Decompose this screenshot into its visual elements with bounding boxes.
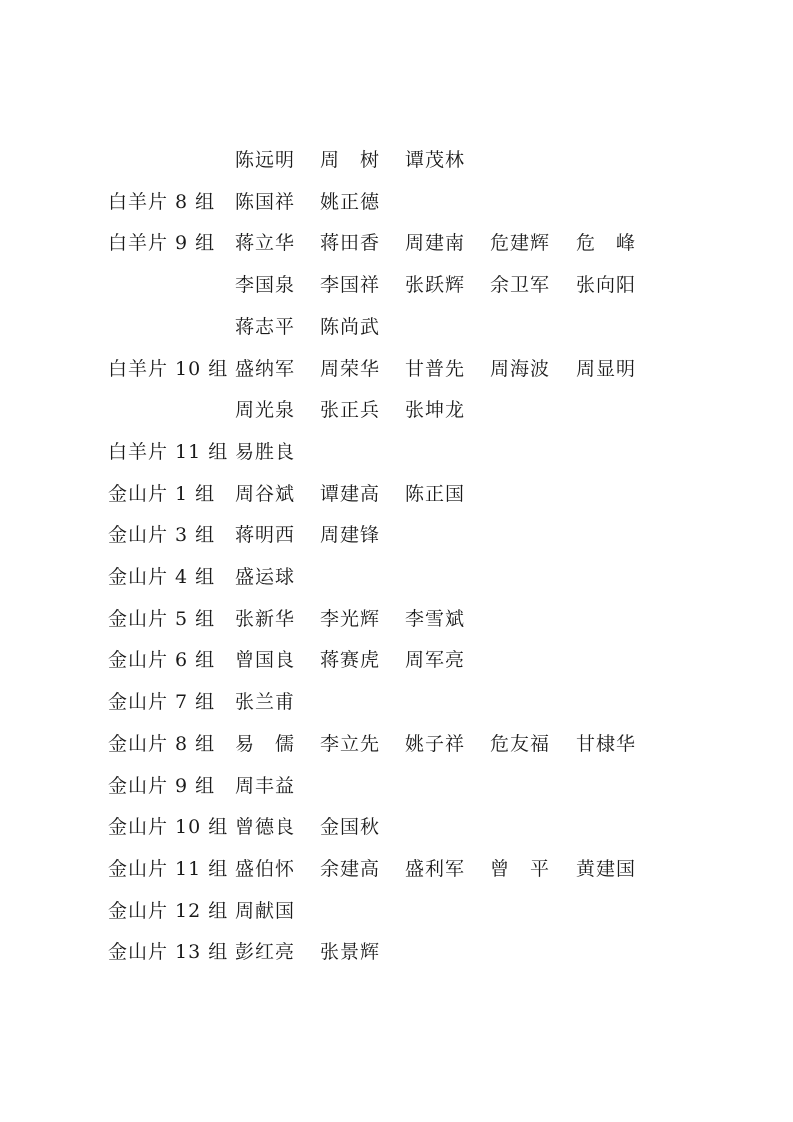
roster-row bbox=[0, 812, 793, 842]
person-name: 周谷斌 bbox=[235, 482, 296, 505]
roster-row bbox=[0, 270, 793, 300]
group-label: 白羊片 8 组 bbox=[108, 190, 216, 213]
person-name: 危建辉 bbox=[490, 232, 551, 255]
person-name: 盛伯怀 bbox=[235, 857, 296, 880]
person-name: 周建锋 bbox=[320, 524, 381, 547]
person-name: 周光泉 bbox=[235, 399, 296, 422]
group-label: 金山片 12 组 bbox=[108, 899, 229, 922]
group-label: 金山片 5 组 bbox=[108, 607, 216, 630]
person-name: 危友福 bbox=[490, 732, 551, 755]
group-label: 金山片 10 组 bbox=[108, 816, 229, 839]
person-name: 蒋赛虎 bbox=[320, 649, 381, 672]
person-name: 陈尚武 bbox=[320, 315, 381, 338]
person-name: 张跃辉 bbox=[405, 274, 466, 297]
roster-row bbox=[0, 645, 793, 675]
person-name: 姚子祥 bbox=[405, 732, 466, 755]
person-name: 李雪斌 bbox=[405, 607, 466, 630]
person-name: 谭茂林 bbox=[405, 149, 466, 171]
group-label: 白羊片 10 组 bbox=[108, 357, 229, 380]
roster-row bbox=[0, 687, 793, 717]
person-name: 黄建国 bbox=[576, 857, 637, 880]
roster-row bbox=[0, 604, 793, 634]
group-label: 白羊片 11 组 bbox=[108, 440, 229, 463]
person-name: 张坤龙 bbox=[405, 399, 466, 422]
person-name: 周丰益 bbox=[235, 774, 296, 797]
roster-row bbox=[0, 228, 793, 258]
person-name: 彭红亮 bbox=[235, 941, 296, 964]
person-name: 李立先 bbox=[320, 732, 381, 755]
person-name: 余建高 bbox=[320, 857, 381, 880]
person-name: 周显明 bbox=[576, 357, 637, 380]
person-name: 余卫军 bbox=[490, 274, 551, 297]
person-name: 张新华 bbox=[235, 607, 296, 630]
person-name: 张向阳 bbox=[576, 274, 637, 297]
person-name: 陈正国 bbox=[405, 482, 466, 505]
person-name: 蒋立华 bbox=[235, 232, 296, 255]
person-name: 陈国祥 bbox=[235, 190, 296, 213]
person-name: 张正兵 bbox=[320, 399, 381, 422]
group-label: 金山片 6 组 bbox=[108, 649, 216, 672]
person-name: 李国泉 bbox=[235, 274, 296, 297]
person-name: 蒋明西 bbox=[235, 524, 296, 547]
group-label: 金山片 1 组 bbox=[108, 482, 216, 505]
person-name: 盛纳军 bbox=[235, 357, 296, 380]
person-name: 陈远明 bbox=[235, 149, 296, 171]
roster-row bbox=[0, 395, 793, 425]
person-name: 盛利军 bbox=[405, 857, 466, 880]
roster-row bbox=[0, 937, 793, 967]
person-name: 甘棣华 bbox=[576, 732, 637, 755]
person-name: 曾德良 bbox=[235, 816, 296, 839]
person-name: 周荣华 bbox=[320, 357, 381, 380]
person-name: 周军亮 bbox=[405, 649, 466, 672]
person-name: 易 儒 bbox=[235, 732, 296, 755]
group-label: 金山片 4 组 bbox=[108, 566, 216, 588]
group-label: 金山片 13 组 bbox=[108, 941, 229, 964]
group-label: 金山片 9 组 bbox=[108, 774, 216, 797]
person-name: 易胜良 bbox=[235, 440, 296, 463]
roster-row bbox=[0, 312, 793, 342]
roster-row bbox=[0, 145, 793, 175]
roster-row bbox=[0, 187, 793, 217]
person-name: 金国秋 bbox=[320, 816, 381, 839]
roster-row bbox=[0, 479, 793, 509]
person-name: 盛运球 bbox=[235, 566, 296, 588]
person-name: 甘普先 bbox=[405, 357, 466, 380]
person-name: 蒋志平 bbox=[235, 315, 296, 338]
roster-row bbox=[0, 896, 793, 926]
roster-row bbox=[0, 354, 793, 384]
roster-row bbox=[0, 562, 793, 592]
person-name: 张兰甫 bbox=[235, 691, 296, 714]
person-name: 蒋田香 bbox=[320, 232, 381, 255]
person-name: 危 峰 bbox=[576, 232, 637, 255]
roster-row bbox=[0, 771, 793, 801]
roster-row bbox=[0, 854, 793, 884]
person-name: 曾国良 bbox=[235, 649, 296, 672]
person-name: 李国祥 bbox=[320, 274, 381, 297]
person-name: 张景辉 bbox=[320, 941, 381, 964]
roster-row bbox=[0, 729, 793, 759]
person-name: 李光辉 bbox=[320, 607, 381, 630]
group-label: 金山片 7 组 bbox=[108, 691, 216, 714]
person-name: 谭建高 bbox=[320, 482, 381, 505]
group-label: 金山片 3 组 bbox=[108, 524, 216, 547]
person-name: 曾 平 bbox=[490, 857, 551, 880]
group-label: 金山片 8 组 bbox=[108, 732, 216, 755]
group-label: 白羊片 9 组 bbox=[108, 232, 216, 255]
person-name: 周献国 bbox=[235, 899, 296, 922]
group-label: 金山片 11 组 bbox=[108, 857, 229, 880]
person-name: 周海波 bbox=[490, 357, 551, 380]
person-name: 周 树 bbox=[320, 149, 381, 171]
person-name: 周建南 bbox=[405, 232, 466, 255]
roster-row bbox=[0, 437, 793, 467]
roster-row bbox=[0, 520, 793, 550]
person-name: 姚正德 bbox=[320, 190, 381, 213]
